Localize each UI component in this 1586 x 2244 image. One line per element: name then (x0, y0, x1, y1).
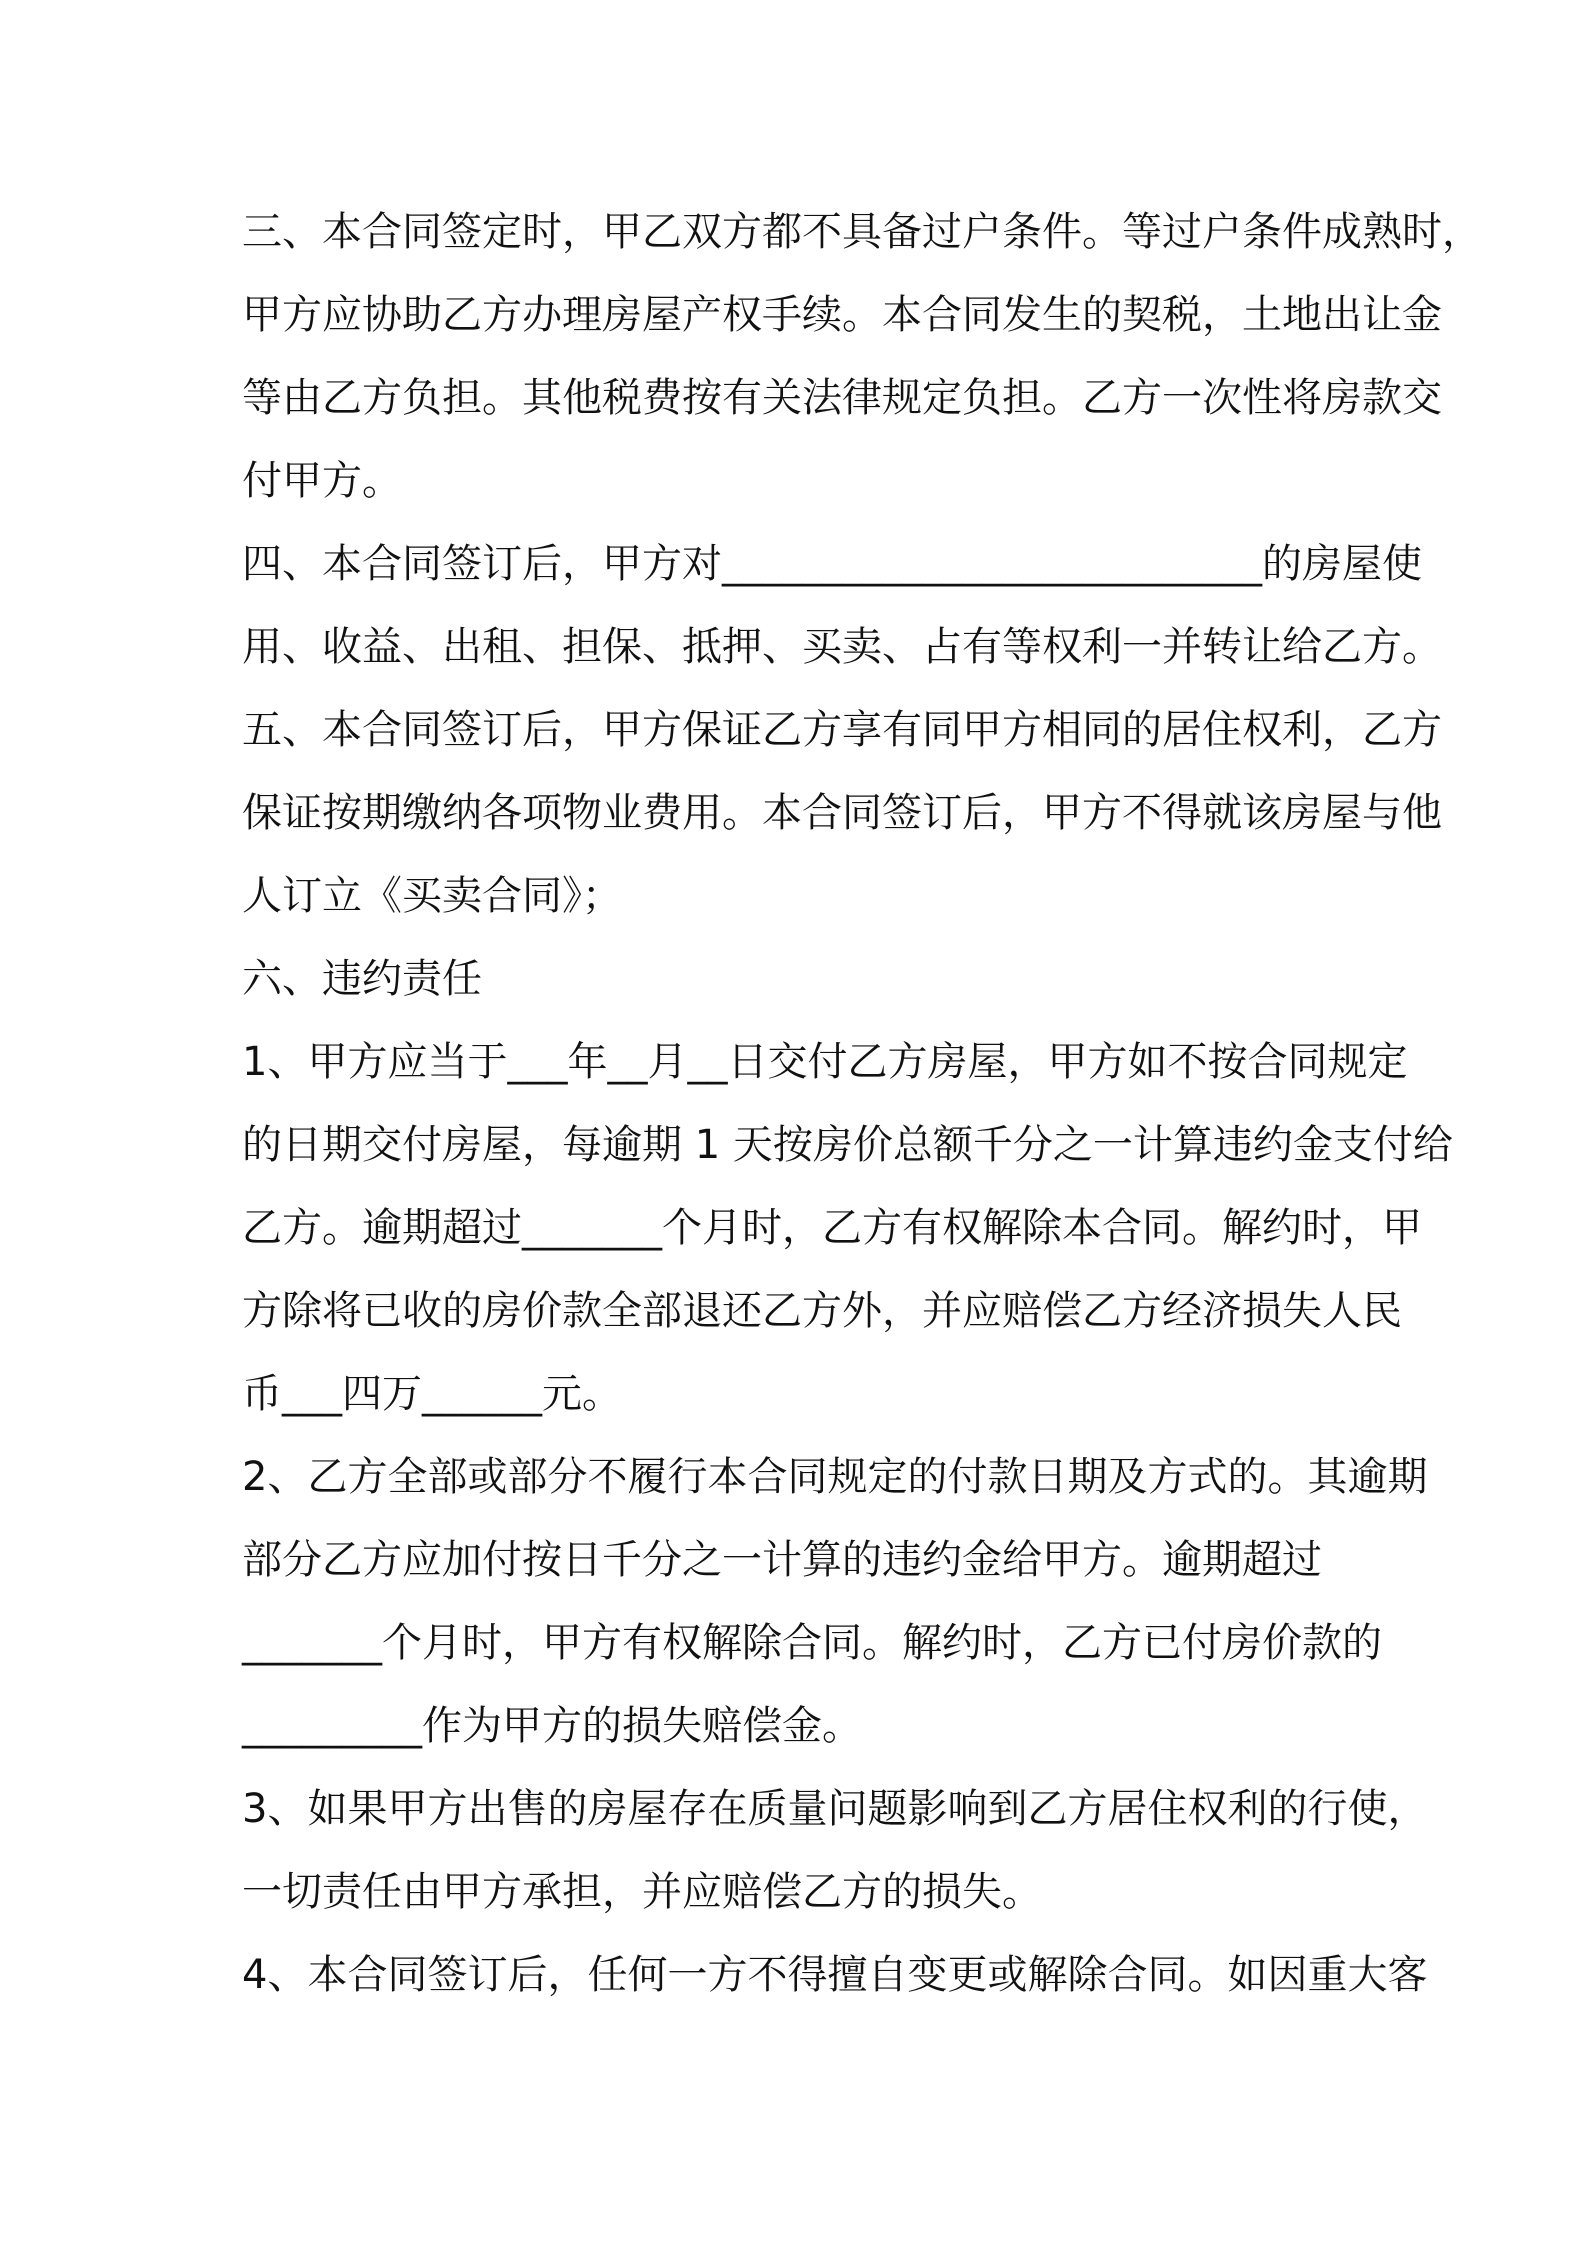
item-2-line-3: _______个月时，甲方有权解除合同。解约时，乙方已付房价款的 (242, 1620, 1382, 1666)
item-1-line-4: 方除将已收的房价款全部退还乙方外，并应赔偿乙方经济损失人民 (242, 1288, 1402, 1334)
clause-3-line-4: 付甲方。 (242, 458, 402, 504)
clause-3-line-1: 三、本合同签定时，甲乙双方都不具备过户条件。等过户条件成熟时， (242, 209, 1482, 255)
section-heading-breach: 六、违约责任 (242, 956, 482, 1002)
item-1-line-2: 的日期交付房屋，每逾期 1 天按房价总额千分之一计算违约金支付给 (242, 1122, 1453, 1168)
item-1-line-5: 币___四万______元。 (242, 1371, 622, 1417)
clause-4-line-1: 四、本合同签订后，甲方对___________________________的房屋使 (242, 541, 1422, 587)
item-2-line-4: _________作为甲方的损失赔偿金。 (242, 1703, 862, 1749)
clause-3-line-3: 等由乙方负担。其他税费按有关法律规定负担。乙方一次性将房款交 (242, 375, 1442, 421)
item-3-line-1: 3、如果甲方出售的房屋存在质量问题影响到乙方居住权利的行使， (242, 1786, 1428, 1832)
clause-5-line-1: 五、本合同签订后，甲方保证乙方享有同甲方相同的居住权利，乙方 (242, 707, 1442, 753)
item-3-line-2: 一切责任由甲方承担，并应赔偿乙方的损失。 (242, 1869, 1042, 1915)
clause-3-line-2: 甲方应协助乙方办理房屋产权手续。本合同发生的契税，土地出让金 (242, 292, 1442, 338)
item-1-line-1: 1、甲方应当于___年__月__日交付乙方房屋，甲方如不按合同规定 (242, 1039, 1408, 1085)
clause-5-line-3: 人订立《买卖合同》； (242, 873, 622, 919)
item-1-line-3: 乙方。逾期超过_______个月时，乙方有权解除本合同。解约时，甲 (242, 1205, 1422, 1251)
item-2-line-1: 2、乙方全部或部分不履行本合同规定的付款日期及方式的。其逾期 (242, 1454, 1428, 1500)
clause-5-line-2: 保证按期缴纳各项物业费用。本合同签订后，甲方不得就该房屋与他 (242, 790, 1442, 836)
item-4-line-1: 4、本合同签订后，任何一方不得擅自变更或解除合同。如因重大客 (242, 1952, 1428, 1998)
clause-4-line-2: 用、收益、出租、担保、抵押、买卖、占有等权利一并转让给乙方。 (242, 624, 1442, 670)
item-2-line-2: 部分乙方应加付按日千分之一计算的违约金给甲方。逾期超过 (242, 1537, 1322, 1583)
